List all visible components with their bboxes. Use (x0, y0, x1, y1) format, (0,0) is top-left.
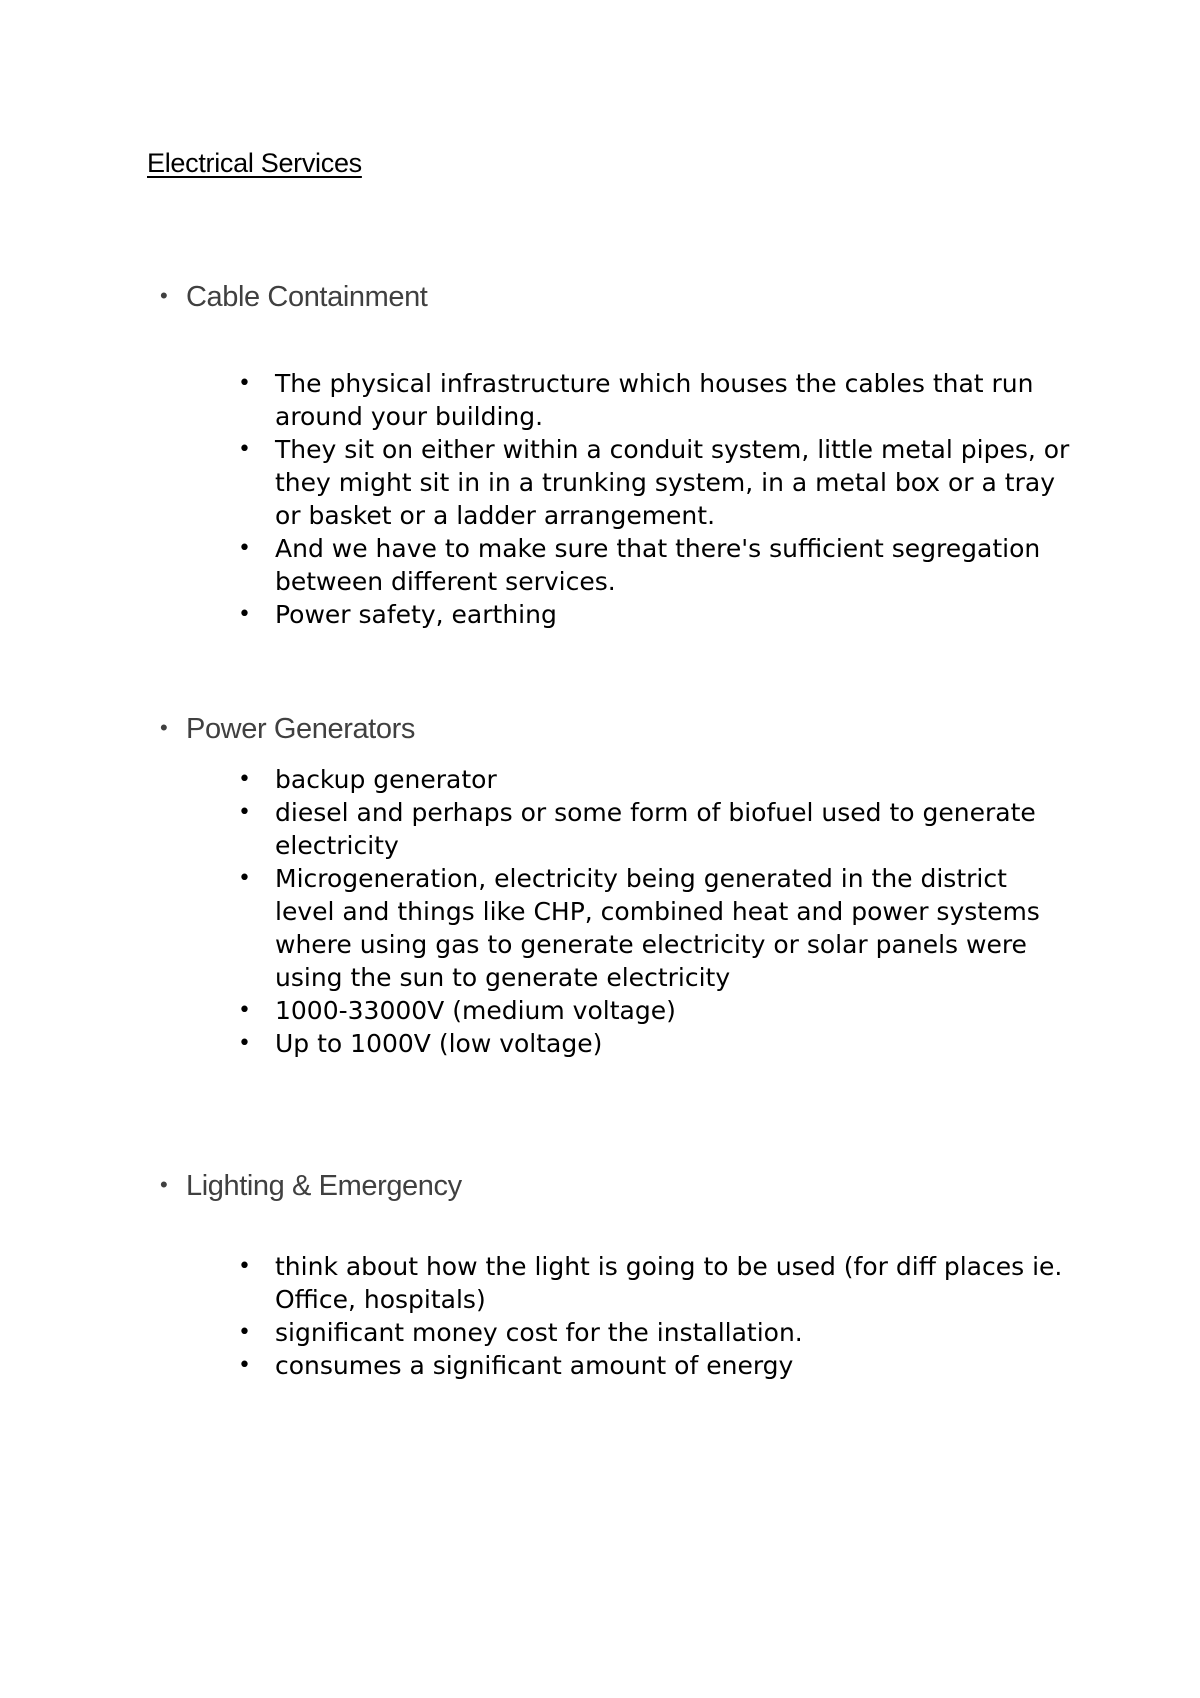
bullet-icon: • (238, 998, 251, 1023)
list-item-text: think about how the light is going to be used (for diff places ie. Office, hospitals) (275, 1252, 1063, 1314)
list-item-text: And we have to make sure that there's sufficient segregation between different services. (275, 534, 1041, 596)
list-item-text: consumes a significant amount of energy (275, 1351, 794, 1380)
document-title: Electrical Services (147, 148, 362, 178)
section-heading-cable-containment (160, 278, 427, 315)
list-item-text: diesel and perhaps or some form of biofuel used to generate electricity (275, 798, 1036, 860)
list-item-text: significant money cost for the installation. (275, 1318, 803, 1347)
bullet-icon: • (238, 536, 251, 561)
list-item (234, 862, 1074, 994)
section-heading-power-generators (160, 710, 415, 747)
list-item (234, 796, 1074, 862)
list-item-text: Up to 1000V (low voltage) (275, 1029, 603, 1058)
bullet-icon: • (238, 1031, 251, 1056)
bullet-icon: • (160, 283, 168, 308)
bullet-icon: • (238, 371, 251, 396)
bullet-icon: • (238, 800, 251, 825)
bullet-icon: • (238, 437, 251, 462)
bullet-icon: • (238, 866, 251, 891)
list-item (234, 433, 1074, 532)
section-heading-text: Cable Containment (186, 281, 428, 313)
bullet-icon: • (238, 1254, 251, 1279)
list-item (234, 1027, 1074, 1060)
bullet-icon: • (238, 1320, 251, 1345)
list-item (234, 1316, 1074, 1349)
section-heading-text: Power Generators (186, 713, 415, 745)
list-item-text: backup generator (275, 765, 497, 794)
bullet-icon: • (238, 602, 251, 627)
list-item-text: The physical infrastructure which houses the cables that run around your building. (275, 369, 1034, 431)
list-item (234, 598, 1074, 631)
cable-containment-list (234, 367, 1074, 631)
lighting-emergency-list (234, 1250, 1074, 1382)
bullet-icon: • (160, 1172, 168, 1197)
list-item (234, 1349, 1074, 1382)
list-item (234, 1250, 1074, 1316)
list-item (234, 994, 1074, 1027)
bullet-icon: • (238, 1353, 251, 1378)
power-generators-list (234, 763, 1074, 1060)
list-item-text: Power safety, earthing (275, 600, 557, 629)
bullet-icon: • (238, 767, 251, 792)
section-heading-text: Lighting & Emergency (186, 1170, 462, 1202)
list-item (234, 532, 1074, 598)
list-item-text: They sit on either within a conduit system, little metal pipes, or they might sit in in a trunking system, in a metal box or a tray or basket or a ladder arrangement. (275, 435, 1070, 530)
list-item-text: 1000-33000V (medium voltage) (275, 996, 676, 1025)
bullet-icon: • (160, 715, 168, 740)
list-item (234, 367, 1074, 433)
list-item-text: Microgeneration, electricity being generated in the district level and things like CHP, combined heat and power systems where using gas to generate electricity or solar panels were using the sun to generate electricity (275, 864, 1040, 992)
section-heading-lighting-emergency (160, 1167, 462, 1204)
list-item (234, 763, 1074, 796)
